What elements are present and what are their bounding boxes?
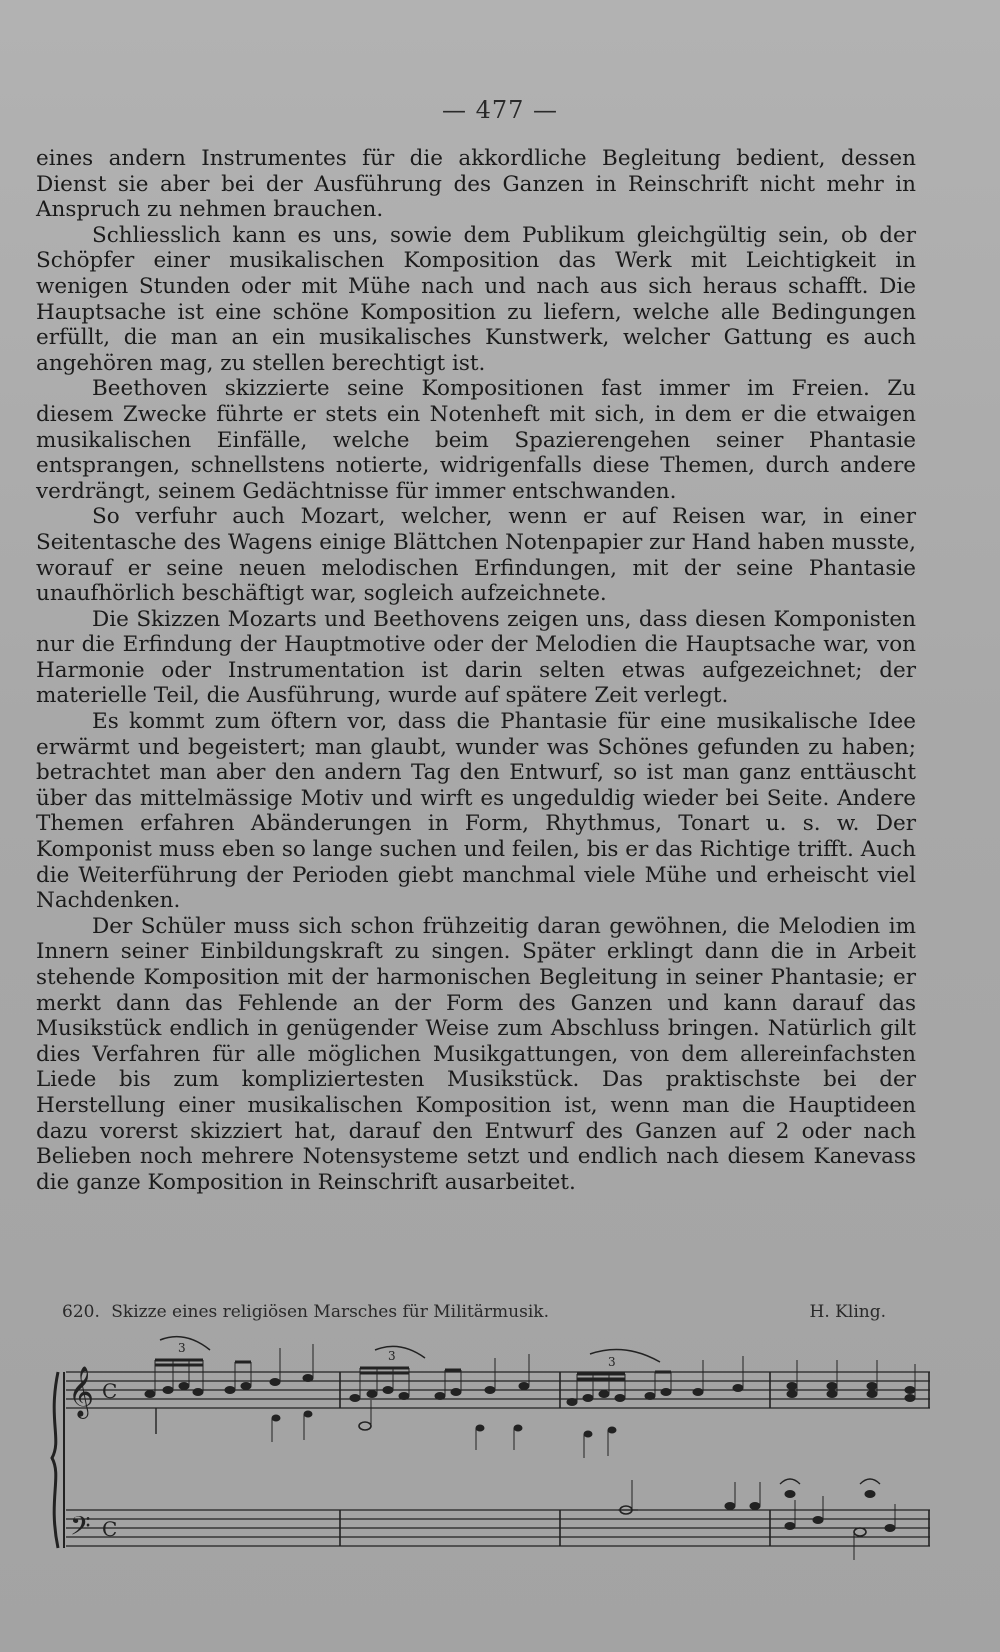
body-text (36, 146, 916, 1195)
example-number: 620. (62, 1302, 100, 1322)
system-brace (52, 1372, 58, 1548)
example-title: Skizze eines religiösen Marsches für Militärmusik. (111, 1302, 549, 1322)
paragraph-4: So verfuhr auch Mozart, welcher, wenn er auf Reisen war, in einer Seitentasche des Wagens einige Blättchen Notenpapier zur Hand haben musste, worauf er seine neuen melodischen Erfindungen, mit der seine Phantasie unaufhörlich beschäftigt war, sogleich aufzeichnete. (36, 504, 916, 607)
triplet-mark-2: 3 (388, 1349, 396, 1363)
music-score (50, 1330, 940, 1580)
page-number: — 477 — (441, 96, 559, 124)
treble-notes-measure-3 (567, 1356, 743, 1458)
paragraph-6: Es kommt zum öftern vor, dass die Phantasie für eine musikalische Idee erwärmt und begeistert; man glaubt, wunder was Schönes gefunden zu haben; betrachtet man aber den andern Tag den Entwurf, so ist man ganz enttäuscht über das mittelmässige Motiv und wirft es ungeduldig wieder bei Seite. Andere Themen erfahren Abänderungen in Form, Rhythmus, Tonart u. s. w. Der Komponist muss eben so lange suchen und feilen, bis er das Richtige trifft. Auch die Weiterführung der Perioden giebt manchmal viele Mühe und erheischt viel Nachdenken. (36, 709, 916, 914)
paragraph-1: eines andern Instrumentes für die akkordliche Begleitung bedient, dessen Dienst sie aber bei der Ausführung des Ganzen in Reinschrift nicht mehr in Anspruch zu nehmen brauchen. (36, 146, 916, 223)
treble-notes-measure-2 (350, 1354, 529, 1450)
bass-time-signature: C (102, 1517, 118, 1541)
treble-notes-measure-1 (145, 1344, 313, 1442)
triplet-mark-3: 3 (608, 1355, 616, 1369)
paragraph-3: Beethoven skizzierte seine Kompositionen fast immer im Freien. Zu diesem Zwecke führte er stets ein Notenheft mit sich, in dem er die etwaigen musikalischen Einfälle, welche beim Spazierengehen seiner Phantasie entsprangen, schnellstens notierte, widrigenfalls diese Themen, durch andere verdrängt, seinem Gedächtnisse für immer entschwanden. (36, 376, 916, 504)
bass-clef: 𝄢 (70, 1510, 91, 1548)
example-composer: H. Kling. (809, 1302, 886, 1322)
triplet-mark-1: 3 (178, 1341, 186, 1355)
slur-2 (375, 1346, 425, 1358)
music-example-caption (62, 1302, 886, 1322)
paragraph-5: Die Skizzen Mozarts und Beethovens zeigen uns, dass diesen Komponisten nur die Erfindung der Hauptmotive oder der Melodien die Hauptsache war, von Harmonie oder Instrumentation ist darin selten etwas aufgezeichnet; der materielle Teil, die Ausführung, wurde auf spätere Zeit verlegt. (36, 606, 916, 709)
bass-staff (66, 1510, 930, 1546)
treble-time-signature: C (102, 1379, 118, 1403)
treble-clef: 𝄞 (68, 1366, 95, 1417)
paragraph-7: Der Schüler muss sich schon frühzeitig daran gewöhnen, die Melodien im Innern seiner Einbildungskraft zu singen. Später erklingt dann die in Arbeit stehende Komposition mit der harmonischen Begleitung in seiner Phantasie; er merkt dann das Fehlende an der Form des Ganzen und kann darauf das Musikstück endlich in genügender Weise zum Abschluss bringen. Natürlich gilt dies Verfahren für alle möglichen Musikgattungen, von dem allereinfachsten Liede bis zum kompliziertesten Musikstück. Das praktischste bei der Herstellung einer musikalischen Komposition ist, wenn man die Hauptideen dazu vorerst skizziert hat, darauf den Entwurf des Ganzen auf 2 oder nach Belieben noch mehrere Notensysteme setzt und endlich nach diesem Kanevass die ganze Komposition in Reinschrift ausarbeitet. (36, 913, 916, 1195)
barlines (340, 1372, 929, 1546)
paragraph-2: Schliesslich kann es uns, sowie dem Publikum gleichgültig sein, ob der Schöpfer einer musikalischen Komposition das Werk mit Leichtigkeit in wenigen Stunden oder mit Mühe nach und nach aus sich heraus schafft. Die Hauptsache ist eine schöne Komposition zu liefern, welche alle Bedingungen erfüllt, die man an ein musikalisches Kunstwerk, welcher Gattung es auch angehören mag, zu stellen berechtigt ist. (36, 222, 916, 376)
slur-3 (590, 1350, 660, 1363)
